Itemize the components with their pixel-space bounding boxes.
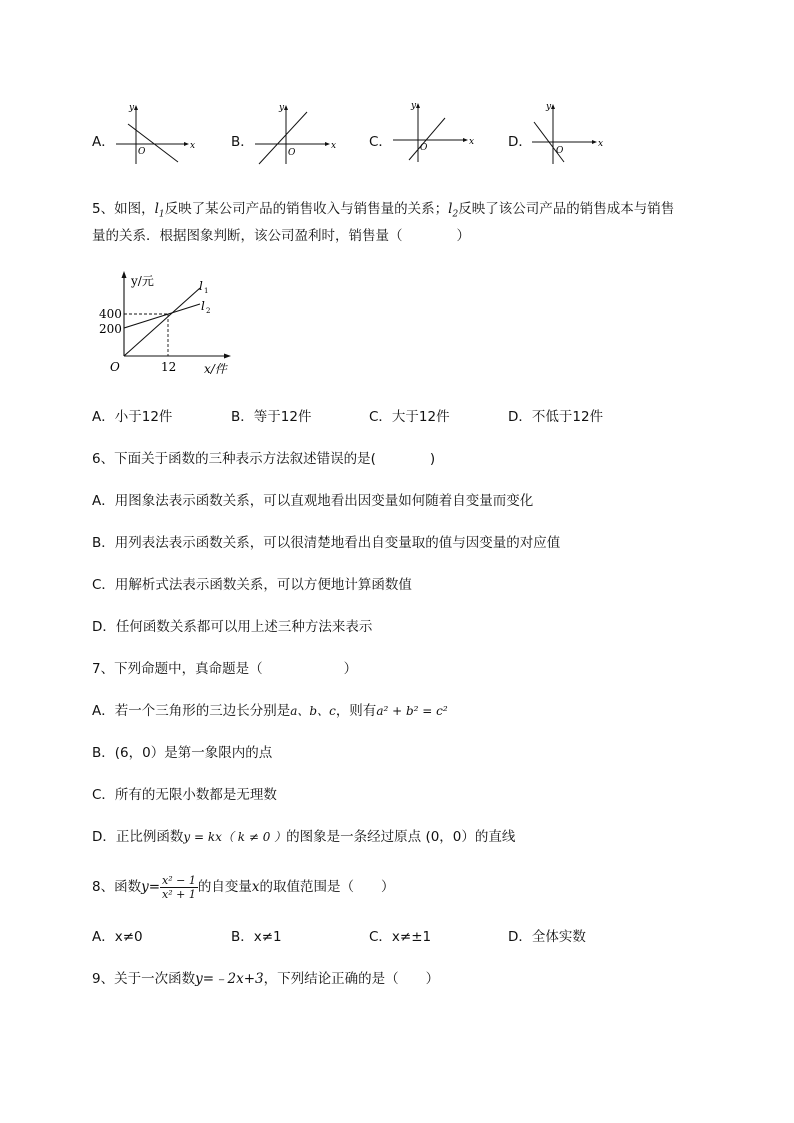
q9-function: y=﹣2x+3 [195, 971, 264, 987]
q5-stem-line2: 量的关系．根据图象判断，该公司盈利时，销售量（ ） [92, 228, 470, 244]
q5-option-b[interactable]: B．等于12件 [231, 409, 312, 425]
l2-label: l [201, 299, 205, 313]
origin-label: O [556, 146, 564, 156]
q7-option-c[interactable]: C．所有的无限小数都是无理数 [92, 787, 277, 803]
q6-option-d[interactable]: D．任何函数关系都可以用上述三种方法来表示 [92, 619, 373, 635]
q6-option-a[interactable]: A．用图象法表示函数关系，可以直观地看出因变量如何随着自变量而变化 [92, 493, 534, 509]
mini-graph-c [391, 100, 473, 170]
q7-d-formula: y = kx [183, 830, 222, 844]
y-axis-label: y/元 [131, 274, 154, 288]
axis-x-label: x [190, 141, 196, 151]
q8-var: x [251, 879, 260, 895]
axis-y-label: y [129, 103, 135, 113]
mini-graph-b [253, 100, 335, 170]
l2-symbol: l [448, 201, 453, 217]
l1-label: l [199, 279, 203, 293]
q8-prefix: 8、函数 [92, 879, 142, 895]
l1-subscript: 1 [158, 209, 165, 220]
option-label: A． [92, 134, 115, 150]
q6-stem: 6、下面关于函数的三种表示方法叙述错误的是( ) [92, 451, 436, 467]
q5-prefix: 5、如图， [92, 201, 155, 217]
option-label: B． [231, 134, 254, 150]
q8-option-b[interactable]: B．x≠1 [231, 929, 282, 945]
q5-option-a[interactable]: A．小于12件 [92, 409, 173, 425]
l1-symbol: l [154, 201, 159, 217]
q4-option-b[interactable] [231, 100, 341, 170]
q7-a-text: A．若一个三角形的三边长分别是 [92, 703, 291, 719]
q8-eq: = [148, 879, 161, 895]
option-label: D． [508, 134, 532, 150]
axis-y-label: y [546, 102, 552, 112]
origin-label: O [288, 148, 296, 158]
q7-a-formula: a² + b² = c² [376, 704, 448, 718]
l2-subscript: 2 [452, 209, 459, 220]
q8-mid: 的自变量 [197, 879, 252, 895]
q8-option-c[interactable]: C．x≠±1 [369, 929, 432, 945]
option-label: C． [369, 134, 392, 150]
q8-denominator: x² + 1 [162, 887, 196, 901]
q9-suffix: ，下列结论正确的是（ ） [263, 971, 440, 987]
q4-option-d[interactable] [508, 100, 618, 170]
q7-option-b[interactable]: B．(6，0）是第一象限内的点 [92, 745, 273, 761]
q5-stem-line1 [92, 199, 674, 225]
q6-option-b[interactable]: B．用列表法表示函数关系，可以很清楚地看出自变量取的值与因变量的对应值 [92, 535, 561, 551]
q6-option-c[interactable]: C．用解析式法表示函数关系，可以方便地计算函数值 [92, 577, 412, 593]
l1-label-sub: 1 [204, 287, 209, 295]
mini-graph-d [530, 100, 612, 170]
mini-graph-a [114, 100, 194, 170]
q7-option-a[interactable] [92, 701, 448, 721]
l2-label-sub: 2 [206, 307, 211, 315]
q7-stem: 7、下列命题中，真命题是（ ） [92, 661, 358, 677]
q7-option-d[interactable] [92, 827, 515, 847]
q4-option-a[interactable] [92, 100, 202, 170]
q5-option-c[interactable]: C．大于12件 [369, 409, 450, 425]
axis-y-label: y [279, 103, 285, 113]
q8-option-a[interactable]: A．x≠0 [92, 929, 143, 945]
q7-d-condition: （ k ≠ 0 ） [221, 830, 287, 844]
q7-a-mid: ，则有 [335, 703, 377, 719]
q5-middle: 反映了某公司产品的销售收入与销售量的关系； [164, 201, 449, 217]
axis-x-label: x [469, 137, 475, 147]
q5-option-d[interactable]: D．不低于12件 [508, 409, 604, 425]
q7-d-suffix: 的图象是一条经过原点 (0，0）的直线 [286, 829, 516, 845]
q7-a-vars: a、b、c [290, 704, 336, 718]
q8-numerator: x² − 1 [162, 873, 196, 887]
y-tick-200: 200 [99, 322, 122, 336]
q8-option-d[interactable]: D．全体实数 [508, 929, 586, 945]
q9-prefix: 9、关于一次函数 [92, 971, 196, 987]
q5-graph [96, 268, 246, 380]
q5-suffix: 反映了该公司产品的销售成本与销售 [458, 201, 675, 217]
axis-x-label: x [331, 141, 337, 151]
q7-d-text: D．正比例函数 [92, 829, 184, 845]
q8-y: y [141, 879, 149, 895]
x-axis-label: x/件 [204, 362, 227, 376]
origin-label: O [110, 360, 120, 374]
axis-y-label: y [411, 101, 417, 111]
q8-suffix: 的取值范围是（ ） [259, 879, 395, 895]
origin-label: O [420, 143, 428, 153]
y-tick-400: 400 [99, 307, 122, 321]
origin-label: O [138, 147, 146, 157]
axis-x-label: x [598, 139, 604, 149]
q8-fraction [160, 874, 198, 901]
q8-stem [92, 868, 395, 906]
x-tick-12: 12 [161, 360, 177, 374]
q9-stem [92, 969, 439, 989]
q4-option-c[interactable] [369, 100, 479, 170]
